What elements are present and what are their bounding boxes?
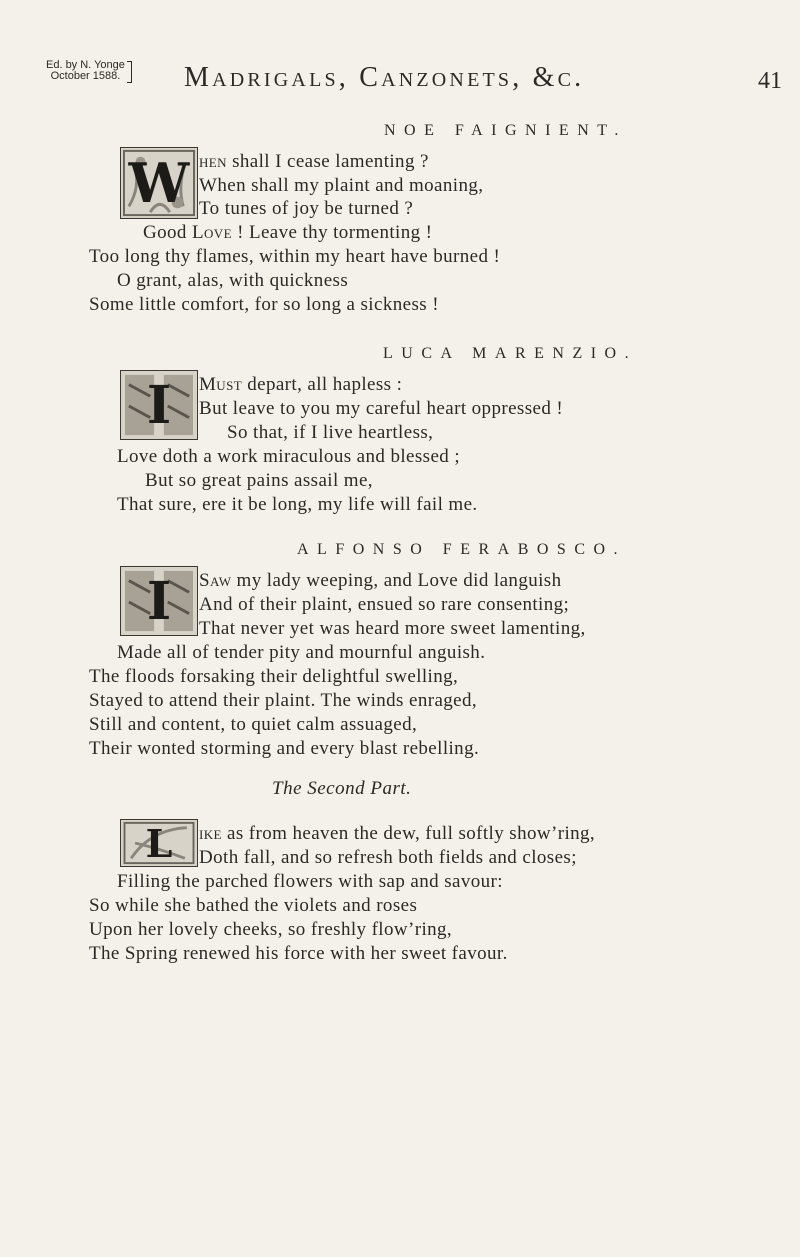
poem-2-line-5: But so great pains assail me, <box>145 470 373 491</box>
poem-3-line-3: That never yet was heard more sweet lamenting, <box>199 618 586 639</box>
initial-letter: W <box>128 151 190 215</box>
first-word-rest: Must <box>199 374 243 395</box>
poem-4-line-2: Doth fall, and so refresh both fields and closes; <box>199 847 577 868</box>
line-text: shall I cease lamenting ? <box>232 151 429 172</box>
first-word-rest: Saw <box>199 570 232 591</box>
small-caps-love: Love <box>191 222 232 243</box>
editor-note-line-2: October 1588. <box>50 70 121 82</box>
decorated-initial-w <box>120 147 198 219</box>
poem-2-line-1 <box>199 373 402 397</box>
attribution-alfonso-ferabosco: ALFONSO FERABOSCO. <box>297 541 627 558</box>
poem-1-line-2: When shall my plaint and moaning, <box>199 175 484 196</box>
poem-3-line-5: The floods forsaking their delightful swelling, <box>89 666 459 687</box>
poem-2-line-4: Love doth a work miraculous and blessed ; <box>117 446 461 467</box>
poem-4-line-1 <box>199 822 595 846</box>
decorated-initial-i-2 <box>120 566 198 636</box>
first-word-rest: hen <box>199 151 227 172</box>
editor-note <box>46 60 125 82</box>
poem-3-line-4: Made all of tender pity and mournful anguish. <box>117 642 486 663</box>
section-title-second-part: The Second Part. <box>272 778 412 799</box>
poem-1-line-5: Too long thy flames, within my heart have burned ! <box>89 246 501 267</box>
poem-3-line-1 <box>199 569 562 593</box>
editor-note-bracket <box>127 61 132 83</box>
poem-3-line-8: Their wonted storming and every blast rebelling. <box>89 738 480 759</box>
page-number: 41 <box>758 68 782 94</box>
poem-2-line-6: That sure, ere it be long, my life will fail me. <box>117 494 478 515</box>
decorated-initial-i-1 <box>120 370 198 440</box>
poem-2-line-3: So that, if I live heartless, <box>227 422 434 443</box>
poem-1-line-3: To tunes of joy be turned ? <box>199 198 414 219</box>
first-word-rest: ike <box>199 823 222 844</box>
poem-2-line-2: But leave to you my careful heart oppressed ! <box>199 398 564 419</box>
editor-note-line-1: Ed. by N. Yonge <box>46 59 125 71</box>
line-text: as from heaven the dew, full softly show’ring, <box>227 823 596 844</box>
poem-1-line-4: Good Love ! Leave thy tormenting ! <box>143 222 433 243</box>
running-title: Madrigals, Canzonets, &c. <box>184 62 585 93</box>
decorated-initial-l <box>120 819 198 867</box>
attribution-luca-marenzio: LUCA MARENZIO. <box>383 345 638 362</box>
poem-3-line-7: Still and content, to quiet calm assuaged, <box>89 714 418 735</box>
line-text: my lady weeping, and Love did languish <box>236 570 562 591</box>
initial-letter: L <box>145 820 173 866</box>
poem-4-line-4: So while she bathed the violets and roses <box>89 895 418 916</box>
poem-4-line-6: The Spring renewed his force with her sweet favour. <box>89 943 508 964</box>
line-text: depart, all hapless : <box>247 374 403 395</box>
poem-4-line-3: Filling the parched flowers with sap and savour: <box>117 871 503 892</box>
initial-letter: I <box>146 570 172 632</box>
poem-3-line-2: And of their plaint, ensued so rare consenting; <box>199 594 570 615</box>
poem-3-line-6: Stayed to attend their plaint. The winds enraged, <box>89 690 478 711</box>
poem-4-line-5: Upon her lovely cheeks, so freshly flow’ring, <box>89 919 453 940</box>
poem-1-line-1 <box>199 150 429 174</box>
initial-letter: I <box>146 374 172 436</box>
poem-1-line-7: Some little comfort, for so long a sickness ! <box>89 294 439 315</box>
attribution-noe-faignient: NOE FAIGNIENT. <box>384 122 627 139</box>
poem-1-line-6: O grant, alas, with quickness <box>117 270 349 291</box>
